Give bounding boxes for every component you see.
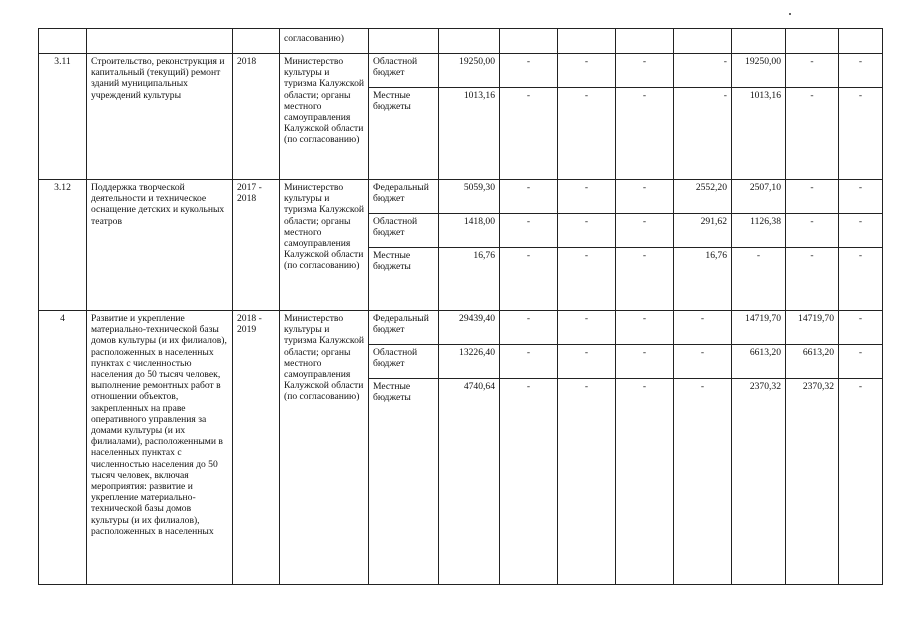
row-number: 3.11: [39, 54, 87, 180]
budget-table: [38, 28, 883, 585]
table-row: [39, 311, 883, 345]
source-cell: Федеральный бюджет: [369, 180, 439, 214]
value-cell: 6613,20: [732, 345, 786, 379]
value-cell: 14719,70: [732, 311, 786, 345]
value-cell: -: [674, 345, 732, 379]
executor-cell: Министерство культуры и туризма Калужской области; органы местного самоуправления Калужской области (по согласованию): [280, 54, 369, 180]
executor-cell: согласованию): [280, 29, 369, 54]
table-row: [39, 180, 883, 214]
value-cell: -: [616, 248, 674, 311]
cell: [39, 29, 87, 54]
total-cell: 1013,16: [439, 88, 500, 180]
value-cell: -: [558, 311, 616, 345]
total-cell: 4740,64: [439, 379, 500, 585]
source-cell: Областной бюджет: [369, 54, 439, 88]
value-cell: -: [674, 379, 732, 585]
cell: [839, 29, 883, 54]
activity-name: Поддержка творческой деятельности и техническое оснащение детских и кукольных театров: [87, 180, 233, 311]
cell: [558, 29, 616, 54]
value-cell: -: [558, 180, 616, 214]
value-cell: -: [500, 248, 558, 311]
total-cell: 16,76: [439, 248, 500, 311]
cell: [674, 29, 732, 54]
total-cell: 5059,30: [439, 180, 500, 214]
cell: [439, 29, 500, 54]
value-cell: -: [616, 180, 674, 214]
cell: [786, 29, 839, 54]
value-cell: -: [500, 180, 558, 214]
value-cell: -: [500, 54, 558, 88]
value-cell: -: [558, 88, 616, 180]
total-cell: 13226,40: [439, 345, 500, 379]
value-cell: 1126,38: [732, 214, 786, 248]
value-cell: 1013,16: [732, 88, 786, 180]
executor-cell: Министерство культуры и туризма Калужской области; органы местного самоуправления Калужской области (по согласованию): [280, 180, 369, 311]
value-cell: -: [558, 214, 616, 248]
value-cell: -: [732, 248, 786, 311]
value-cell: 2370,32: [786, 379, 839, 585]
value-cell: 2507,10: [732, 180, 786, 214]
value-cell: -: [839, 214, 883, 248]
value-cell: 6613,20: [786, 345, 839, 379]
value-cell: 291,62: [674, 214, 732, 248]
source-cell: Местные бюджеты: [369, 88, 439, 180]
scan-dot: [789, 13, 791, 15]
cell: [369, 29, 439, 54]
value-cell: -: [558, 345, 616, 379]
table-row: [39, 29, 883, 54]
value-cell: -: [616, 345, 674, 379]
source-cell: Областной бюджет: [369, 345, 439, 379]
value-cell: -: [786, 248, 839, 311]
source-cell: Местные бюджеты: [369, 248, 439, 311]
value-cell: 2370,32: [732, 379, 786, 585]
cell: [616, 29, 674, 54]
value-cell: -: [674, 311, 732, 345]
value-cell: 19250,00: [732, 54, 786, 88]
years-cell: 2018 - 2019: [233, 311, 280, 585]
executor-cell: Министерство культуры и туризма Калужской области; органы местного самоуправления Калужской области (по согласованию): [280, 311, 369, 585]
value-cell: -: [839, 54, 883, 88]
total-cell: 19250,00: [439, 54, 500, 88]
table-row: [39, 54, 883, 88]
total-cell: 29439,40: [439, 311, 500, 345]
value-cell: -: [616, 311, 674, 345]
value-cell: -: [839, 345, 883, 379]
value-cell: -: [500, 88, 558, 180]
value-cell: -: [786, 54, 839, 88]
value-cell: -: [786, 214, 839, 248]
cell: [732, 29, 786, 54]
value-cell: 14719,70: [786, 311, 839, 345]
value-cell: -: [616, 88, 674, 180]
activity-name: Развитие и укрепление материально-технической базы домов культуры (и их филиалов), расположенных в населенных пунктах с численностью населения до 50 тысяч человек, выполнение ремонтных работ в отношении объектов, закрепленных на праве оперативного управления за домами культуры (и их филиалами), расположенными в населенных пунктах с численностью населения до 50 тысяч человек, включая мероприятия: развитие и укрепление материально-технической базы домов культуры (и их филиалов), расположенных в населенных: [87, 311, 233, 585]
value-cell: -: [674, 88, 732, 180]
value-cell: -: [674, 54, 732, 88]
value-cell: -: [839, 88, 883, 180]
total-cell: 1418,00: [439, 214, 500, 248]
value-cell: -: [500, 214, 558, 248]
value-cell: 2552,20: [674, 180, 732, 214]
years-cell: 2017 - 2018: [233, 180, 280, 311]
value-cell: 16,76: [674, 248, 732, 311]
value-cell: -: [558, 248, 616, 311]
source-cell: Местные бюджеты: [369, 379, 439, 585]
years-cell: 2018: [233, 54, 280, 180]
value-cell: -: [616, 54, 674, 88]
value-cell: -: [616, 379, 674, 585]
value-cell: -: [839, 311, 883, 345]
value-cell: -: [500, 345, 558, 379]
source-cell: Федеральный бюджет: [369, 311, 439, 345]
value-cell: -: [500, 311, 558, 345]
value-cell: -: [558, 379, 616, 585]
value-cell: -: [616, 214, 674, 248]
cell: [87, 29, 233, 54]
value-cell: -: [786, 180, 839, 214]
value-cell: -: [558, 54, 616, 88]
value-cell: -: [839, 379, 883, 585]
source-cell: Областной бюджет: [369, 214, 439, 248]
cell: [233, 29, 280, 54]
row-number: 4: [39, 311, 87, 585]
value-cell: -: [839, 180, 883, 214]
value-cell: -: [786, 88, 839, 180]
value-cell: -: [500, 379, 558, 585]
activity-name: Строительство, реконструкция и капитальный (текущий) ремонт зданий муниципальных учреждений культуры: [87, 54, 233, 180]
cell: [500, 29, 558, 54]
row-number: 3.12: [39, 180, 87, 311]
value-cell: -: [839, 248, 883, 311]
